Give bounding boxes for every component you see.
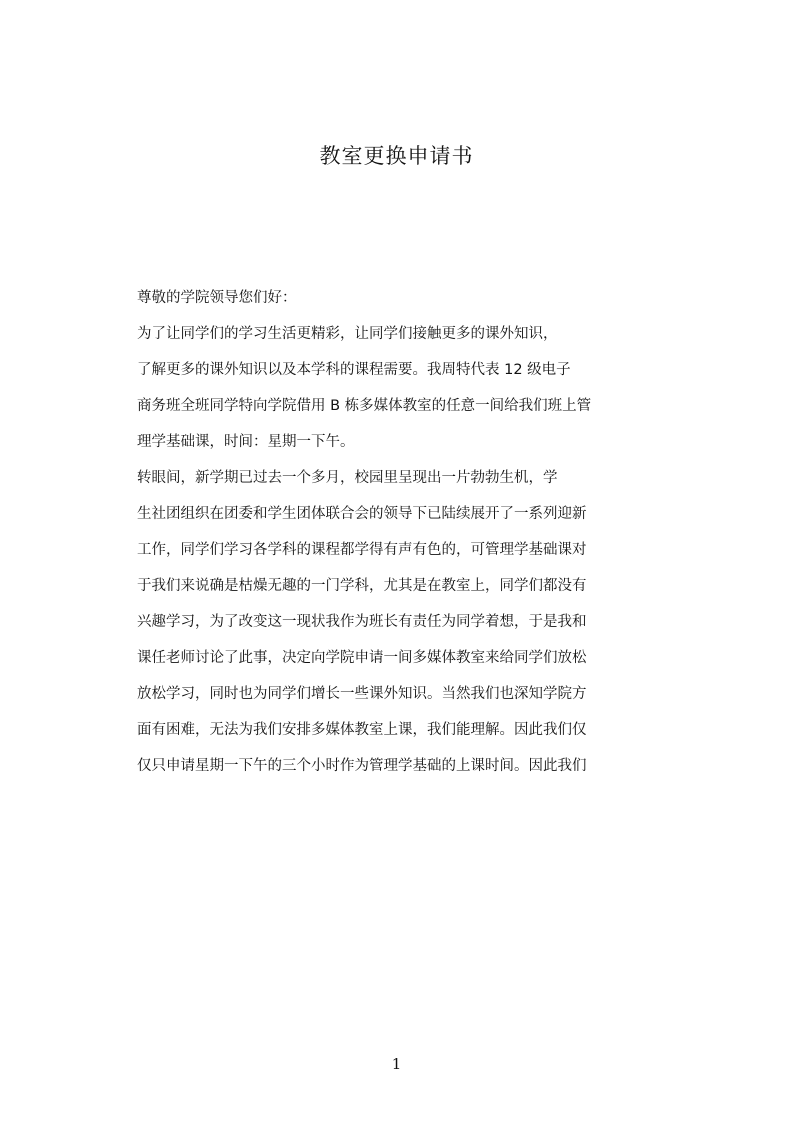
page-number: 1	[391, 1055, 402, 1073]
body-line: 工作，同学们学习各学科的课程都学得有声有色的，可管理学基础课对	[137, 542, 587, 558]
body-line: 放松学习，同时也为同学们增长一些课外知识。当然我们也深知学院方	[137, 686, 587, 702]
body-line: 兴趣学习，为了改变这一现状我作为班长有责任为同学着想，于是我和	[137, 614, 587, 630]
body-line: 生社团组织在团委和学生团体联合会的领导下已陆续展开了一系列迎新	[137, 506, 587, 522]
body-line: 课任老师讨论了此事，决定向学院申请一间多媒体教室来给同学们放松	[137, 650, 587, 666]
body-line: 面有困难，无法为我们安排多媒体教室上课，我们能理解。因此我们仅	[137, 722, 587, 738]
document-title: 教室更换申请书	[319, 144, 474, 168]
document-body	[137, 285, 657, 789]
body-line: 于我们来说确是枯燥无趣的一门学科，尤其是在教室上，同学们都没有	[137, 578, 587, 594]
body-line: 转眼间，新学期已过去一个多月，校园里呈现出一片勃勃生机，学	[137, 470, 558, 486]
body-line: 了解更多的课外知识以及本学科的课程需要。我周特代表 12 级电子	[137, 362, 571, 378]
body-line: 商务班全班同学特向学院借用 B 栋多媒体教室的任意一间给我们班上管	[137, 398, 592, 414]
body-line: 理学基础课，时间：星期一下午。	[137, 434, 355, 450]
salutation-line: 尊敬的学院领导您们好：	[137, 290, 297, 306]
body-line: 为了让同学们的学习生活更精彩，让同学们接触更多的课外知识，	[137, 326, 558, 342]
body-line: 仅只申请星期一下午的三个小时作为管理学基础的上课时间。因此我们	[137, 758, 587, 774]
